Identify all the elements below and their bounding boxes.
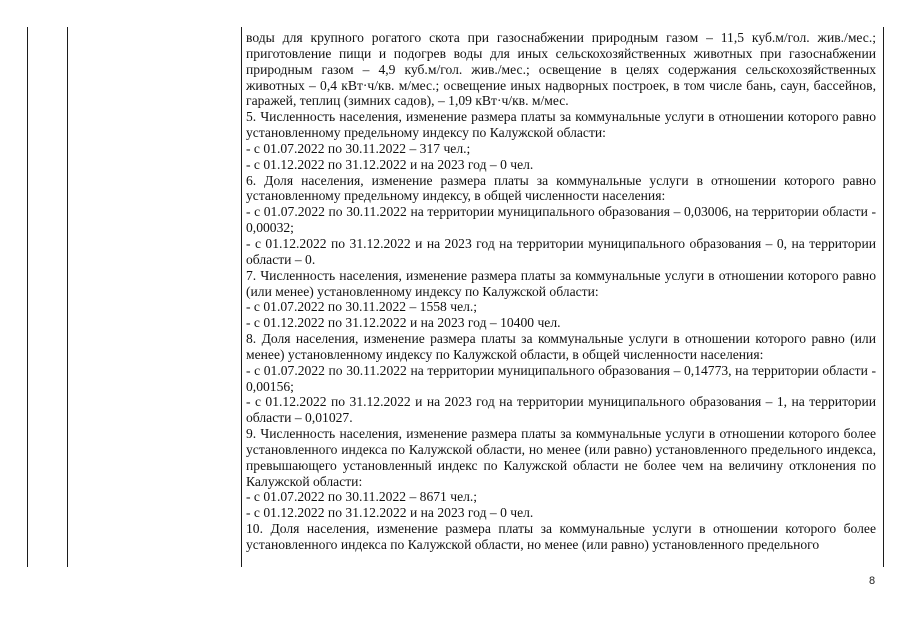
paragraph-heating-norms: воды для крупного рогатого скота при газоснабжении природным газом – 11,5 куб.м/гол. жив./мес.; приготовление пищи и подогрев воды для иных сельскохозяйственных животных при газоснабжении природным газом – 4,9 куб.м/гол. жив./мес.; освещение в целях содержания сельскохозяйственных животных – 0,4 кВт·ч/кв. м/мес.; освещение иных надворных построек, в том числе бань, саун, бассейнов, гаражей, теплиц (зимних садов), – 1,09 кВт·ч/кв. м/мес. [246,30,876,109]
paragraph-item-9: 9. Численность населения, изменение размера платы за коммунальные услуги в отношении которого более установленного индекса по Калужской области, но менее (или равно) установленного предельного индекса, превышающего установленный индекс по Калужской области не более чем на величину отклонения по Калужской области: [246,426,876,489]
paragraph-item-8-period-2: - с 01.12.2022 по 31.12.2022 и на 2023 год на территории муниципального образования – 1, на территории области – 0,01027. [246,394,876,426]
paragraph-item-6: 6. Доля населения, изменение размера платы за коммунальные услуги в отношении которого равно установленному предельному индексу, в общей численности населения: [246,172,876,204]
paragraph-item-6-period-2: - с 01.12.2022 по 31.12.2022 и на 2023 год на территории муниципального образования – 0, на территории области – 0. [246,235,876,267]
paragraph-item-7: 7. Численность населения, изменение размера платы за коммунальные услуги в отношении которого равно (или менее) установленному индексу по Калужской области: [246,267,876,299]
column-divider-name [241,27,242,567]
paragraph-item-5: 5. Численность населения, изменение размера платы за коммунальные услуги в отношении которого равно установленному предельному индексу по Калужской области: [246,109,876,141]
page-number: 8 [869,575,876,587]
document-text-cell [246,30,876,566]
paragraph-item-7-period-2: - с 01.12.2022 по 31.12.2022 и на 2023 год – 10400 чел. [246,315,561,331]
paragraph-item-5-period-2: - с 01.12.2022 по 31.12.2022 и на 2023 год – 0 чел. [246,156,534,172]
paragraph-item-7-period-1: - с 01.07.2022 по 30.11.2022 – 1558 чел.; [246,299,478,315]
paragraph-item-6-period-1: - с 01.07.2022 по 30.11.2022 на территории муниципального образования – 0,03006, на территории области - 0,00032; [246,204,876,236]
paragraph-item-8-period-1: - с 01.07.2022 по 30.11.2022 на территории муниципального образования – 0,14773, на территории области - 0,00156; [246,362,876,394]
paragraph-item-8: 8. Доля населения, изменение размера платы за коммунальные услуги в отношении которого равно (или менее) установленному индексу по Калужской области, в общей численности населения: [246,331,876,362]
paragraph-item-5-period-1: - с 01.07.2022 по 30.11.2022 – 317 чел.; [246,140,471,156]
paragraph-item-9-period-2: - с 01.12.2022 по 31.12.2022 и на 2023 год – 0 чел. [246,505,534,521]
paragraph-item-9-period-1: - с 01.07.2022 по 30.11.2022 – 8671 чел.; [246,489,478,505]
paragraph-item-10: 10. Доля населения, изменение размера платы за коммунальные услуги в отношении которого более установленного индекса по Калужской области, но менее (или равно) установленного предельного [246,521,876,552]
column-divider-number [67,27,68,567]
